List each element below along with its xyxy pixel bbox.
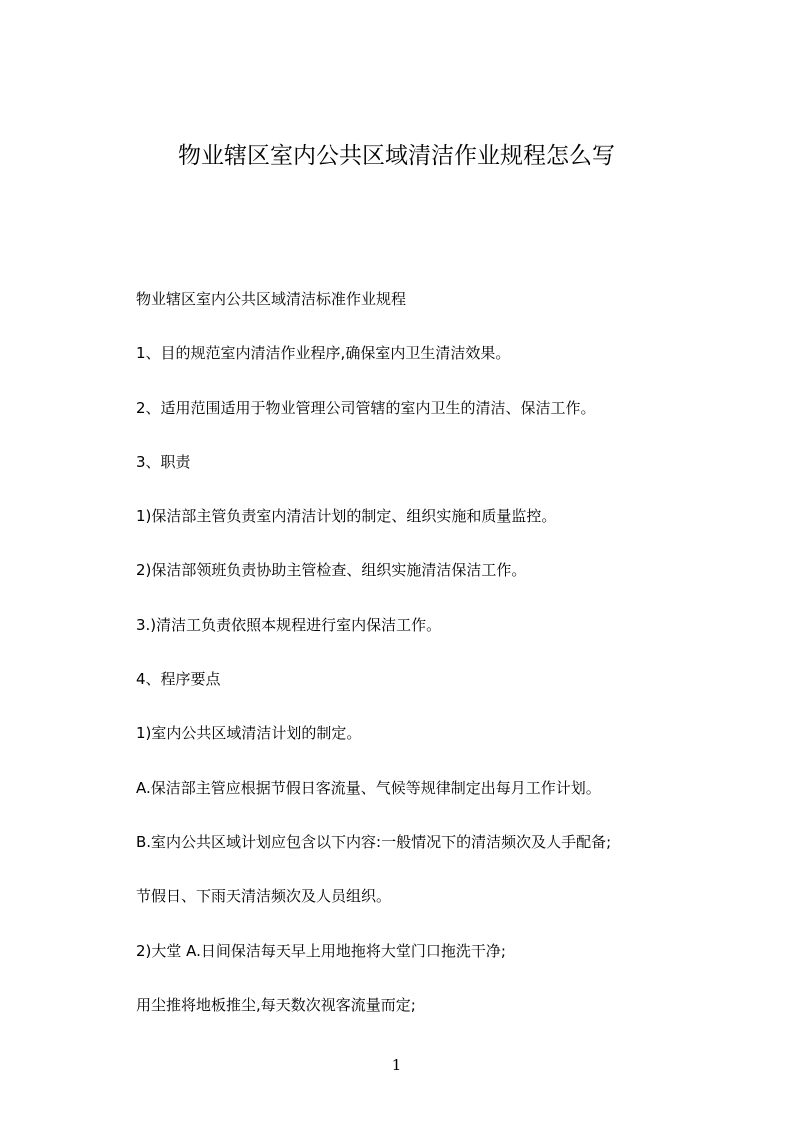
paragraph-holiday: 节假日、下雨天清洁频次及人员组织。 <box>136 887 392 906</box>
paragraph-item-a: A.保洁部主管应根据节假日客流量、气候等规律制定出每月工作计划。 <box>136 778 601 797</box>
paragraph-responsibilities-heading: 3、职责 <box>136 452 191 471</box>
paragraph-heading: 物业辖区室内公共区域清洁标准作业规程 <box>136 290 407 308</box>
paragraph-scope: 2、适用范围适用于物业管理公司管辖的室内卫生的清洁、保洁工作。 <box>136 398 596 417</box>
paragraph-supervisor-duty: 1)保洁部主管负责室内清洁计划的制定、组织实施和质量监控。 <box>136 507 557 526</box>
paragraph-procedure-heading: 4、程序要点 <box>136 670 221 689</box>
paragraph-cleaner-duty: 3.)清洁工负责依照本规程进行室内保洁工作。 <box>136 615 442 634</box>
paragraph-item-b: B.室内公共区域计划应包含以下内容:一般情况下的清洁频次及人手配备; <box>136 832 612 851</box>
paragraph-dust-push: 用尘推将地板推尘,每天数次视客流量而定; <box>136 995 416 1014</box>
paragraph-foreman-duty: 2)保洁部领班负责协助主管检查、组织实施清洁保洁工作。 <box>136 561 527 580</box>
paragraph-purpose: 1、目的规范室内清洁作业程序,确保室内卫生清洁效果。 <box>136 344 511 363</box>
document-title: 物业辖区室内公共区域清洁作业规程怎么写 <box>178 143 615 169</box>
paragraph-lobby: 2)大堂 A.日间保洁每天早上用地拖将大堂门口拖洗干净; <box>136 941 506 960</box>
page-number: 1 <box>391 1056 402 1074</box>
paragraph-plan-making: 1)室内公共区域清洁计划的制定。 <box>136 724 362 743</box>
document-body <box>136 280 696 1040</box>
